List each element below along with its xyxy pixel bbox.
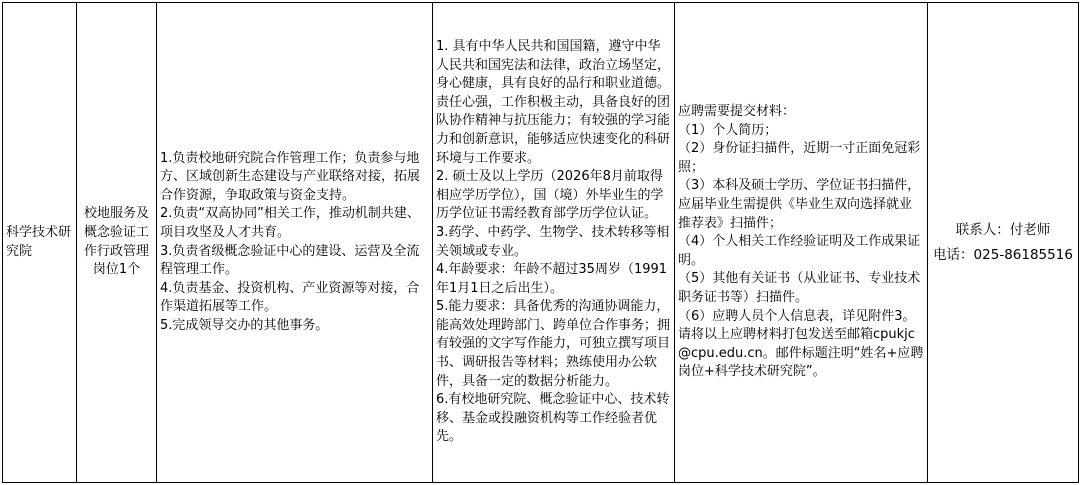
material-item: 应聘需要提交材料： [678, 104, 796, 120]
duty-item: 5.完成领导交办的其他事务。 [160, 317, 329, 333]
duty-item: 4.负责基金、投资机构、产业资源等对接，合作渠道拓展等工作。 [160, 280, 420, 315]
position-name: 校地服务及概念验证工作行政管理岗位1个 [83, 206, 149, 278]
job-posting-table [2, 2, 1079, 483]
material-item: （1）个人简历； [678, 122, 778, 138]
material-item: （3）本科及硕士学历、学位证书扫描件，应届毕业生需提供《毕业生双向选择就业推荐表》扫描件； [678, 178, 921, 231]
material-item: （2）身份证扫描件，近期一寸正面免冠彩照； [678, 141, 921, 175]
table-row [3, 3, 1079, 483]
material-item: （5）其他有关证书（从业证书、专业技术职务证书等）扫描件。 [678, 271, 921, 305]
requirement-item: 5.能力要求：具备优秀的沟通协调能力，能高效处理跨部门、跨单位合作事务；拥有较强的文字写作能力，可独立撰写项目书、调研报告等材料；熟练使用办公软件，具备一定的数据分析能力。 [436, 299, 671, 389]
contact-person: 联系人：付老师 [955, 221, 1051, 238]
department-name: 科学技术研究院 [6, 224, 72, 259]
requirement-item: 4.年龄要求：年龄不超过35周岁（1991年1月1日之后出生）。 [436, 262, 668, 296]
duty-item: 2.负责“双高协同”相关工作，推动机制共建、项目攻坚及人才共育。 [160, 206, 420, 240]
duty-item: 1.负责校地研究院合作管理工作；负责参与地方、区域创新生态建设与产业联络对接，拓展合作资源，争取政策与资金支持。 [160, 150, 421, 203]
duties-cell [157, 3, 433, 483]
material-item: （4）个人相关工作经验证明及工作成果证明。 [678, 234, 921, 268]
requirement-item: 2. 硕士及以上学历（2026年8月前取得相应学历学位），国（境）外毕业生的学历学位证书需经教育部学历学位认证。 [436, 169, 664, 222]
requirement-item: 3.药学、中药学、生物学、技术转移等相关领域或专业。 [436, 224, 670, 259]
requirement-item: 1. 具有中华人民共和国国籍，遵守中华人民共和国宪法和法律，政治立场坚定，身心健康，具有良好的品行和职业道德。责任心强，工作积极主动，具备良好的团队协作精神与抗压能力；有较强的学习能力和创新意识，能够适应快速变化的科研环境与工作要求。 [436, 38, 671, 166]
material-item: 请将以上应聘材料打包发送至邮箱cpukjc@cpu.edu.cn。邮件标题注明“姓名+应聘岗位+科学技术研究院”。 [678, 327, 924, 380]
materials-cell [675, 3, 928, 483]
position-cell [77, 3, 157, 483]
contact-phone: 电话：025-86185516 [933, 246, 1073, 263]
material-item: （6）应聘人员个人信息表，详见附件3。 [678, 308, 916, 324]
contact-cell [928, 3, 1079, 483]
requirements-cell [433, 3, 675, 483]
department-cell [3, 3, 77, 483]
requirement-item: 6.有校地研究院、概念验证中心、技术转移、基金或投融资机构等工作经验者优先。 [436, 392, 670, 445]
duty-item: 3.负责省级概念验证中心的建设、运营及全流程管理工作。 [160, 243, 420, 278]
